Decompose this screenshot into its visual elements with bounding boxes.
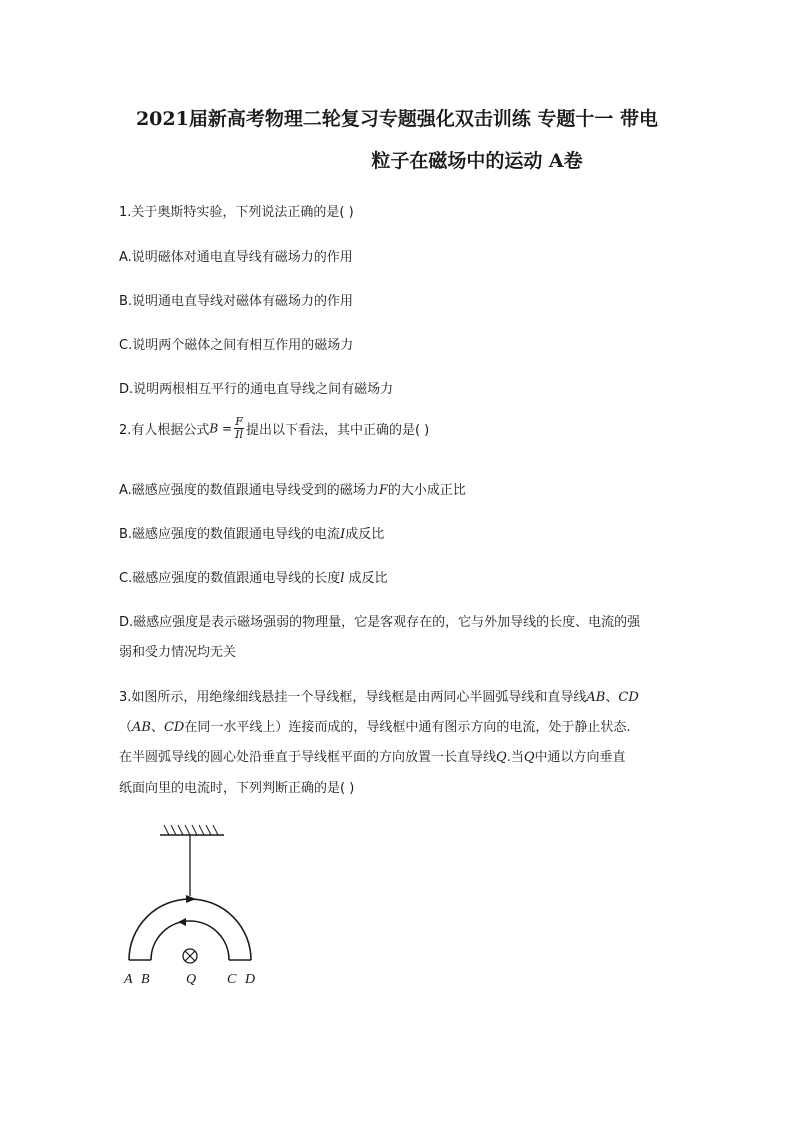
- label-d: D: [245, 972, 256, 987]
- formula-fraction: $\frac{F}{Il}$: [235, 415, 243, 441]
- wire-frame-figure: [112, 820, 282, 995]
- question-2-option-d-line-2: 弱和受力情况均无关: [119, 645, 237, 660]
- page-title-line-1: 2021届新高考物理二轮复习专题强化双击训练 专题十一 带电: [135, 108, 659, 130]
- question-2-option-d-line-1: D.磁感应强度是表示磁场强弱的物理量，它是客观存在的，它与外加导线的长度、电流的强: [119, 615, 641, 630]
- label-c: C: [227, 972, 237, 987]
- question-2-option-c: C.磁感应强度的数值跟通电导线的长度l 成反比: [119, 571, 388, 586]
- question-2-stem: 2.有人根据公式B = $\frac{F}{Il}$ 提出以下看法，其中正确的是( ): [119, 415, 430, 441]
- current-arrow-outer-icon: [186, 895, 196, 903]
- label-b: B: [141, 972, 150, 987]
- question-2-option-a: A.磁感应强度的数值跟通电导线受到的磁场力F的大小成正比: [119, 483, 466, 498]
- question-1-option-a: A.说明磁体对通电直导线有磁场力的作用: [119, 250, 353, 265]
- label-a: A: [124, 972, 133, 987]
- question-1-option-d: D.说明两根相互平行的通电直导线之间有磁场力: [119, 382, 394, 397]
- ceiling-support: [160, 825, 224, 835]
- question-3-line-4: 纸面向里的电流时，下列判断正确的是( ): [119, 781, 355, 796]
- question-3-line-1: 3.如图所示，用绝缘细线悬挂一个导线框，导线框是由两同心半圆弧导线和直导线AB、CD: [119, 690, 639, 705]
- question-3-line-3: 在半圆弧导线的圆心处沿垂直于导线框平面的方向放置一长直导线Q.当Q中通以方向垂直: [119, 750, 626, 765]
- outer-arc-wire: [129, 899, 251, 960]
- question-1-option-c: C.说明两个磁体之间有相互作用的磁场力: [119, 338, 354, 353]
- label-q: Q: [186, 972, 197, 987]
- question-2-option-b: B.磁感应强度的数值跟通电导线的电流I成反比: [119, 527, 385, 542]
- question-3-line-2: （AB、CD在同一水平线上）连接而成的，导线框中通有图示方向的电流，处于静止状态.: [119, 720, 631, 735]
- question-1-option-b: B.说明通电直导线对磁体有磁场力的作用: [119, 294, 354, 309]
- inner-arc-wire: [151, 921, 229, 960]
- page-title-line-2: 粒子在磁场中的运动 A卷: [371, 150, 583, 172]
- wire-q-into-page-icon: [183, 949, 197, 963]
- question-1-stem: 1.关于奥斯特实验，下列说法正确的是( ): [119, 205, 354, 220]
- formula-lhs: B =: [209, 421, 233, 436]
- current-arrow-inner-icon: [178, 918, 186, 926]
